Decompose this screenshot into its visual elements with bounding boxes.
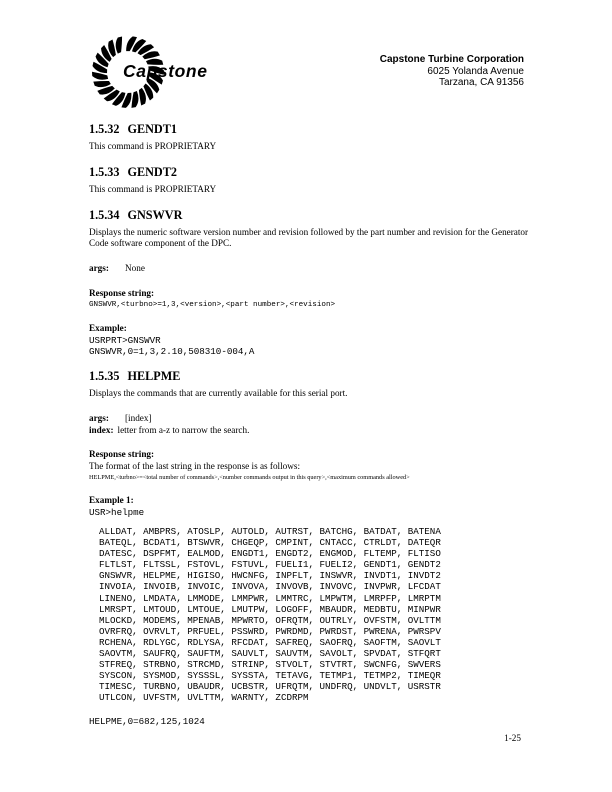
section-number: 1.5.32 — [89, 122, 120, 136]
index-row — [89, 425, 529, 437]
section-title: GENDT2 — [127, 164, 177, 179]
command-line: STFREQ, STRBNO, STRCMD, STRINP, STVOLT, STVTRT, SWCNFG, SWVERS — [99, 659, 441, 671]
section-heading — [89, 165, 529, 180]
args-value: [index] — [125, 412, 152, 423]
example-label: Example: — [89, 322, 127, 333]
response-label: Response string: — [89, 287, 155, 298]
args-label: args: — [89, 263, 109, 274]
args-row — [89, 413, 529, 425]
section-gendt1 — [89, 122, 529, 153]
section-helpme — [89, 369, 529, 728]
command-line: MLOCKD, MODEMS, MPENAB, MPWRTO, OFRQTM, OUTRLY, OVFSTM, OVLTTM — [99, 614, 441, 626]
response-label: Response string: — [89, 449, 155, 460]
command-line: UTLCON, UVFSTM, UVLTTM, WARNTY, ZCDRPM — [99, 692, 309, 704]
command-line: LMRSPT, LMTOUD, LMTOUE, LMUTPW, LOGOFF, MBAUDR, MEDBTU, MINPWR — [99, 603, 441, 615]
index-value: letter from a-z to narrow the search. — [117, 424, 250, 435]
section-description: Displays the commands that are currently available for this serial port. — [89, 387, 348, 398]
command-line: OVRFRQ, OVRVLT, PRFUEL, PSSWRD, PWRDMD, PWRDST, PWRENA, PWRSPV — [99, 625, 441, 637]
command-line: TIMESC, TURBNO, UBAUDR, UCBSTR, UFRQTM, UNDFRQ, UNDVLT, USRSTR — [99, 681, 441, 693]
page-number: 1-25 — [504, 733, 521, 743]
section-title: GENDT1 — [127, 122, 177, 136]
document-body — [89, 122, 529, 740]
command-line: RCHENA, RDLYGC, RDLYSA, RFCDAT, SAFREQ, SAOFRQ, SAOFTM, SAOVLT — [99, 636, 441, 648]
section-title: HELPME — [127, 368, 181, 383]
section-heading — [89, 122, 529, 137]
command-line: LINENO, LMDATA, LMMODE, LMMPWR, LMMTRC, LMPWTM, LMRPFP, LMRPTM — [99, 592, 441, 604]
section-number: 1.5.35 — [89, 368, 120, 383]
section-text: This command is PROPRIETARY — [89, 141, 217, 151]
company-address-block — [380, 54, 524, 89]
section-heading — [89, 369, 529, 384]
example-line: GNSWVR,0=1,3,2.10,508310-004,A — [89, 345, 255, 357]
command-line: GNSWVR, HELPME, HIGISO, HWCNFG, INPFLT, INSWVR, INVDT1, INVDT2 — [99, 570, 441, 582]
index-label: index: — [89, 424, 114, 435]
example-result: HELPME,0=682,125,1024 — [89, 716, 205, 728]
command-line: BATEQL, BCDAT1, BTSWVR, CHGEQP, CMPINT, CNTACC, CTRLDT, DATEQR — [99, 537, 441, 549]
args-row — [89, 263, 529, 275]
response-format: HELPME,<turbno>=<total number of commands>,<number commands output in this query>,<maximum commands allowed> — [89, 473, 410, 481]
section-number: 1.5.34 — [89, 207, 120, 222]
section-heading — [89, 208, 529, 223]
address-street: 6025 Yolanda Avenue — [427, 65, 524, 77]
company-name: Capstone Turbine Corporation — [379, 54, 524, 65]
command-line: SAOVTM, SAUFRQ, SAUFTM, SAUVLT, SAUVTM, SAVOLT, SPVDAT, STFQRT — [99, 648, 441, 659]
command-line: ALLDAT, AMBPRS, ATOSLP, AUTOLD, AUTRST, BATCHG, BATDAT, BATENA — [99, 525, 441, 537]
section-description: Displays the numeric software version number and revision followed by the part number and revision for the Generator Code software component of the DPC. — [89, 226, 529, 249]
section-gendt2 — [89, 165, 529, 196]
example-label: Example 1: — [89, 494, 134, 505]
command-line: SYSCON, SYSMOD, SYSSSL, SYSSTA, TETAVG, TETMP1, TETMP2, TIMEQR — [99, 670, 441, 682]
section-title: GNSWVR — [127, 207, 183, 222]
response-description: The format of the last string in the response is as follows: — [89, 461, 301, 472]
command-line: INVOIA, INVOIB, INVOIC, INVOVA, INVOVB, INVOVC, INVPWR, LFCDAT — [99, 581, 441, 593]
section-number: 1.5.33 — [89, 164, 120, 179]
args-value: None — [125, 263, 145, 274]
example-command: USR>helpme — [89, 506, 145, 518]
section-text: This command is PROPRIETARY — [89, 183, 217, 194]
logo-wordmark: Capstone — [123, 61, 208, 81]
example-line: USRPRT>GNSWVR — [89, 334, 161, 346]
command-line: FLTLST, FLTSSL, FSTOVL, FSTUVL, FUELI1, FUELI2, GENDT1, GENDT2 — [99, 559, 441, 571]
response-string: GNSWVR,<turbno>=1,3,<version>,<part number>,<revision> — [89, 300, 336, 309]
args-label: args: — [89, 412, 109, 423]
address-city: Tarzana, CA 91356 — [438, 77, 524, 89]
section-gnswvr — [89, 208, 529, 357]
command-list — [99, 526, 529, 704]
command-line: DATESC, DSPFMT, EALMOD, ENGDT1, ENGDT2, ENGMOD, FLTEMP, FLTISO — [99, 548, 441, 560]
